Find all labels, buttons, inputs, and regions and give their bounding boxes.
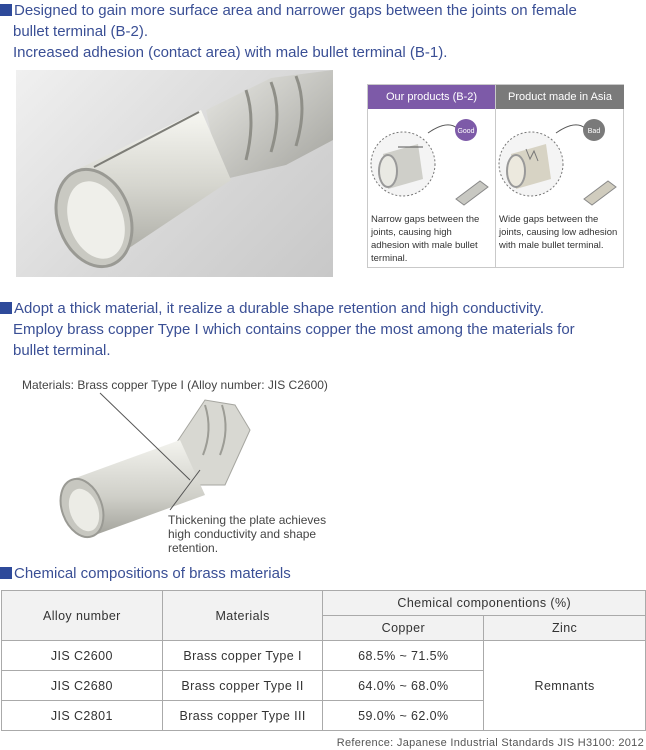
materials-label: Materials: Brass copper Type I (Alloy number: JIS C2600) — [22, 378, 328, 392]
terminal-photo — [16, 70, 333, 277]
header-materials: Materials — [162, 591, 323, 641]
thickening-line3: retention. — [168, 541, 219, 555]
asia-product-header: Product made in Asia — [496, 85, 624, 109]
good-badge-text: Good — [457, 128, 475, 135]
cell-material: Brass copper Type I — [162, 641, 323, 671]
our-product-column — [368, 85, 496, 267]
asia-product-image — [496, 109, 624, 211]
thick-material-figure — [0, 375, 646, 560]
section3-heading-text: Chemical compositions of brass materials — [14, 565, 291, 582]
section2-heading-line2: Employ brass copper Type I which contains copper the most among the materials for — [13, 321, 575, 338]
cell-copper: 68.5% ~ 71.5% — [323, 641, 484, 671]
header-copper: Copper — [323, 616, 484, 641]
cell-copper: 64.0% ~ 68.0% — [323, 671, 484, 701]
section2-heading — [0, 298, 575, 361]
bullet-terminal-illustration — [16, 70, 333, 277]
header-alloy-number: Alloy number — [2, 591, 163, 641]
bullet-square-icon — [0, 302, 12, 314]
thickening-label — [168, 513, 326, 555]
our-product-description: Narrow gaps between the joints, causing high adhesion with male bullet terminal. — [371, 214, 480, 264]
section2-heading-line1: Adopt a thick material, it realize a durable shape retention and high conductivity. — [14, 300, 545, 317]
bad-badge-text: Bad — [587, 128, 601, 135]
thickening-line1: Thickening the plate achieves — [168, 513, 327, 527]
asia-product-column — [496, 85, 624, 267]
cell-alloy: JIS C2680 — [2, 671, 163, 701]
section3-heading — [0, 563, 291, 584]
our-product-header: Our products (B-2) — [368, 85, 495, 109]
asia-product-description: Wide gaps between the joints, causing low adhesion with male bullet terminal. — [499, 214, 618, 251]
cell-zinc: Remnants — [484, 641, 646, 731]
our-product-image — [368, 109, 495, 211]
section1-heading — [0, 0, 577, 63]
cell-alloy: JIS C2600 — [2, 641, 163, 671]
bullet-square-icon — [0, 4, 12, 16]
brass-composition-table — [1, 590, 646, 731]
cell-alloy: JIS C2801 — [2, 701, 163, 731]
section2-heading-line3: bullet terminal. — [13, 342, 111, 359]
bullet-square-icon — [0, 567, 12, 579]
header-chemical: Chemical componentions (%) — [323, 591, 646, 616]
comparison-panel — [367, 84, 624, 268]
cell-material: Brass copper Type III — [162, 701, 323, 731]
reference-note: Reference: Japanese Industrial Standards JIS H3100: 2012 — [336, 737, 644, 749]
cell-material: Brass copper Type II — [162, 671, 323, 701]
header-zinc: Zinc — [484, 616, 646, 641]
thickening-line2: high conductivity and shape — [168, 527, 317, 541]
section1-heading-line2: bullet terminal (B-2). — [13, 23, 149, 40]
section1-heading-line3: Increased adhesion (contact area) with male bullet terminal (B-1). — [13, 44, 448, 61]
section1-heading-line1: Designed to gain more surface area and narrower gaps between the joints on female — [14, 2, 577, 19]
cell-copper: 59.0% ~ 62.0% — [323, 701, 484, 731]
table-row — [2, 641, 646, 671]
